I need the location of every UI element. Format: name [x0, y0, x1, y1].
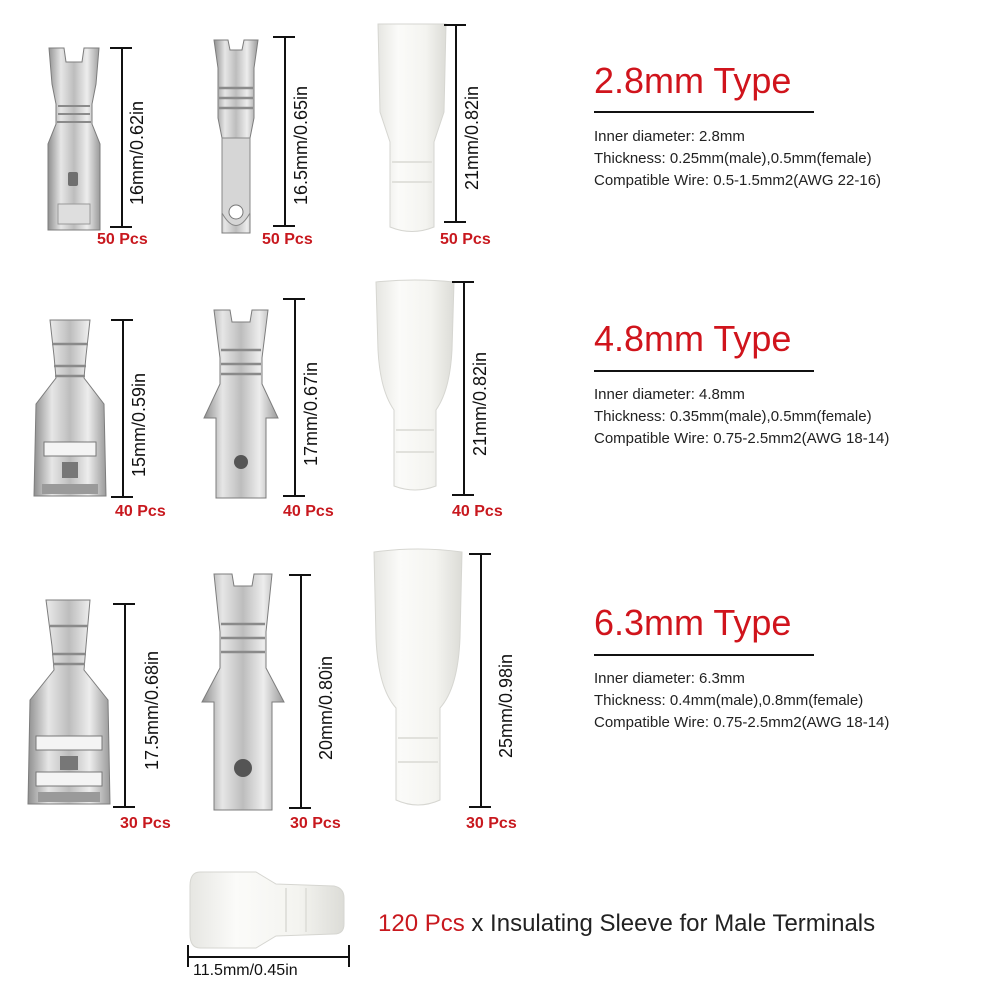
male-terminal-6-3mm-image	[198, 572, 288, 812]
spec-inner-diameter: Inner diameter: 4.8mm	[594, 386, 745, 403]
type-title: 2.8mm Type	[594, 60, 792, 101]
spec-inner-diameter: Inner diameter: 2.8mm	[594, 128, 745, 145]
spec-thickness: Thickness: 0.35mm(male),0.5mm(female)	[594, 408, 872, 425]
spec-compatible-wire: Compatible Wire: 0.75-2.5mm2(AWG 18-14)	[594, 714, 890, 731]
dimension-label: 17.5mm/0.68in	[142, 650, 162, 770]
piece-count: 30 Pcs	[466, 815, 517, 832]
spec-inner-diameter: Inner diameter: 6.3mm	[594, 670, 745, 687]
insulating-sleeve-6-3mm-image	[370, 548, 466, 814]
spec-thickness: Thickness: 0.4mm(male),0.8mm(female)	[594, 692, 864, 709]
insulating-sleeve-4-8mm-image	[372, 280, 458, 496]
dimension-label: 25mm/0.98in	[496, 653, 516, 758]
dimension-label: 20mm/0.80in	[316, 655, 336, 760]
sleeve-dimension-label: 11.5mm/0.45in	[193, 962, 298, 979]
title-underline	[594, 654, 814, 656]
male-terminal-2-8mm-image	[210, 38, 262, 233]
piece-count: 40 Pcs	[452, 503, 503, 520]
dimension-label: 21mm/0.82in	[470, 351, 490, 456]
piece-count: 40 Pcs	[115, 503, 166, 520]
dimension-label: 16mm/0.62in	[127, 100, 147, 205]
piece-count: 50 Pcs	[262, 231, 313, 248]
male-terminal-sleeve-image	[186, 866, 348, 952]
dimension-label: 16.5mm/0.65in	[291, 85, 311, 205]
sleeve-description	[378, 910, 875, 938]
sleeve-label: x Insulating Sleeve for Male Terminals	[464, 910, 876, 937]
title-underline	[594, 370, 814, 372]
dimension-label: 21mm/0.82in	[462, 85, 482, 190]
type-title: 4.8mm Type	[594, 318, 792, 359]
type-title: 6.3mm Type	[594, 602, 792, 643]
piece-count: 50 Pcs	[97, 231, 148, 248]
piece-count: 30 Pcs	[120, 815, 171, 832]
dimension-label: 17mm/0.67in	[301, 361, 321, 466]
piece-count: 40 Pcs	[283, 503, 334, 520]
sleeve-count: 120 Pcs	[378, 910, 465, 937]
spec-compatible-wire: Compatible Wire: 0.75-2.5mm2(AWG 18-14)	[594, 430, 890, 447]
insulating-sleeve-2-8mm-image	[372, 22, 452, 237]
piece-count: 30 Pcs	[290, 815, 341, 832]
female-terminal-6-3mm-image	[24, 596, 114, 811]
piece-count: 50 Pcs	[440, 231, 491, 248]
female-terminal-4-8mm-image	[30, 316, 110, 501]
female-terminal-2-8mm-image	[44, 44, 104, 234]
spec-compatible-wire: Compatible Wire: 0.5-1.5mm2(AWG 22-16)	[594, 172, 882, 189]
spec-thickness: Thickness: 0.25mm(male),0.5mm(female)	[594, 150, 872, 167]
title-underline	[594, 111, 814, 113]
dimension-label: 15mm/0.59in	[129, 372, 149, 477]
male-terminal-4-8mm-image	[202, 308, 280, 498]
